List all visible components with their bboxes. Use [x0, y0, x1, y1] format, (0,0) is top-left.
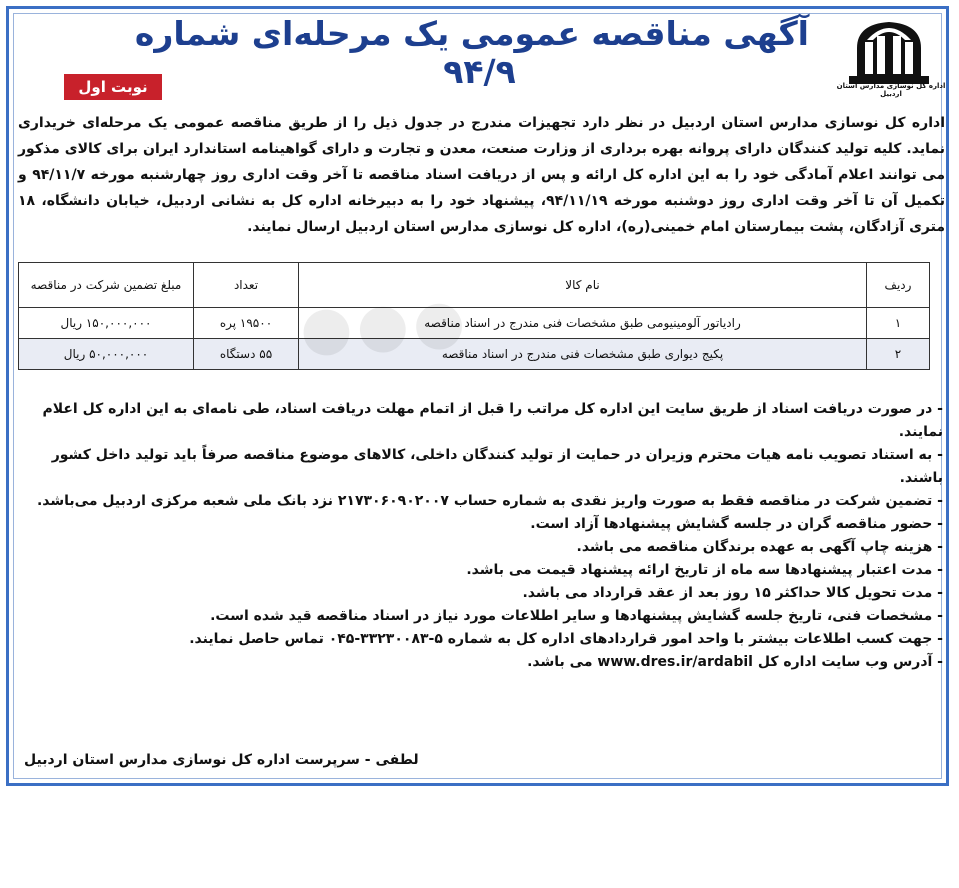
- note-item: - آدرس وب سایت اداره کل www.dres.ir/ardabil می باشد.: [527, 654, 943, 670]
- note-item: - به استناد تصویب نامه هیات محترم وزیران در حمایت از تولید کنندگان داخلی، کالاهای موضوع مناقصه صرفاً باید تولید داخل کشور باشند.: [51, 447, 943, 486]
- notice-number: ۹۴/۹: [443, 52, 516, 91]
- item-quantity: ۵۵ دستگاه: [194, 339, 299, 370]
- row-number: ۲: [867, 339, 930, 370]
- guarantee-amount: ۵۰,۰۰۰,۰۰۰ ریال: [19, 339, 194, 370]
- items-table: [18, 262, 930, 370]
- organization-logo-icon: [841, 18, 937, 88]
- note-item: - حضور مناقصه گران در جلسه گشایش پیشنهادها آزاد است.: [530, 516, 943, 532]
- signature: لطفی - سرپرست اداره کل نوسازی مدارس استان اردبیل: [24, 752, 419, 768]
- header-row-number: ردیف: [867, 263, 930, 308]
- table-header-row: [19, 263, 930, 308]
- notice-title: آگهی مناقصه عمومی یک مرحله‌ای شماره: [134, 14, 809, 53]
- first-round-badge: نوبت اول: [64, 74, 162, 100]
- note-item: - مدت تحویل کالا حداکثر ۱۵ روز بعد از عقد قرارداد می باشد.: [522, 585, 943, 601]
- header-guarantee-amount: مبلغ تضمین شرکت در مناقصه: [19, 263, 194, 308]
- note-item: - مشخصات فنی، تاریخ جلسه گشایش پیشنهادها و سایر اطلاعات مورد نیاز در اسناد مناقصه قید شده است.: [210, 608, 943, 624]
- table-row: [19, 339, 930, 370]
- note-item: - هزینه چاپ آگهی به عهده برندگان مناقصه می باشد.: [576, 539, 943, 555]
- notes-list: [18, 398, 943, 674]
- guarantee-amount: ۱۵۰,۰۰۰,۰۰۰ ریال: [19, 308, 194, 339]
- table-row: [19, 308, 930, 339]
- intro-paragraph: اداره کل نوسازی مدارس استان اردبیل در نظر دارد تجهیزات مندرج در جدول ذیل را از طریق مناقصه عمومی یک مرحله‌ای خریداری نماید. کلیه تولید کنندگان دارای پروانه بهره برداری از وزارت صنعت، معدن و تجارت و دارای گواهینامه استاندارد ایران برای کالای مذکور می توانند اعلام آمادگی خود را به این اداره کل ارائه و پس از دریافت اسناد مناقصه تا آخر وقت اداری روز چهارشنبه مورخه ۹۴/۱۱/۷ و تکمیل آن تا آخر وقت اداری روز دوشنبه مورخه ۹۴/۱۱/۱۹، پیشنهاد خود را به دبیرخانه اداره کل به نشانی اردبیل، خیابان دانشگاه، ۱۸ متری آزادگان، پشت بیمارستان امام خمینی(ره)، اداره کل نوسازی مدارس استان اردبیل ارسال نمایند.: [18, 115, 946, 235]
- item-quantity: ۱۹۵۰۰ پره: [194, 308, 299, 339]
- item-name: رادیاتور آلومینیومی طبق مشخصات فنی مندرج در اسناد مناقصه: [299, 308, 867, 339]
- item-name: پکیج دیواری طبق مشخصات فنی مندرج در اسناد مناقصه: [299, 339, 867, 370]
- org-caption: اداره کل نوسازی مدارس استان اردبیل: [836, 82, 946, 98]
- note-item: - تضمین شرکت در مناقصه فقط به صورت واریز نقدی به شماره حساب ۲۱۷۳۰۶۰۹۰۲۰۰۷ نزد بانک ملی شعبه مرکزی اردبیل می‌باشد.: [36, 493, 943, 509]
- header-quantity: تعداد: [194, 263, 299, 308]
- note-item: - جهت کسب اطلاعات بیشتر با واحد امور قراردادهای اداره کل به شماره ۵-۳۳۲۳۰۰۸۳-۰۴۵ تماس حاصل نمایند.: [189, 631, 943, 647]
- row-number: ۱: [867, 308, 930, 339]
- note-item: - مدت اعتبار پیشنهادها سه ماه از تاریخ ارائه پیشنهاد قیمت می باشد.: [466, 562, 943, 578]
- note-item: - در صورت دریافت اسناد از طریق سایت این اداره کل مراتب را قبل از اتمام مهلت دریافت اسناد، طی نامه‌ای به این اداره کل اعلام نمایند.: [42, 401, 943, 440]
- header-item-name: نام کالا: [299, 263, 867, 308]
